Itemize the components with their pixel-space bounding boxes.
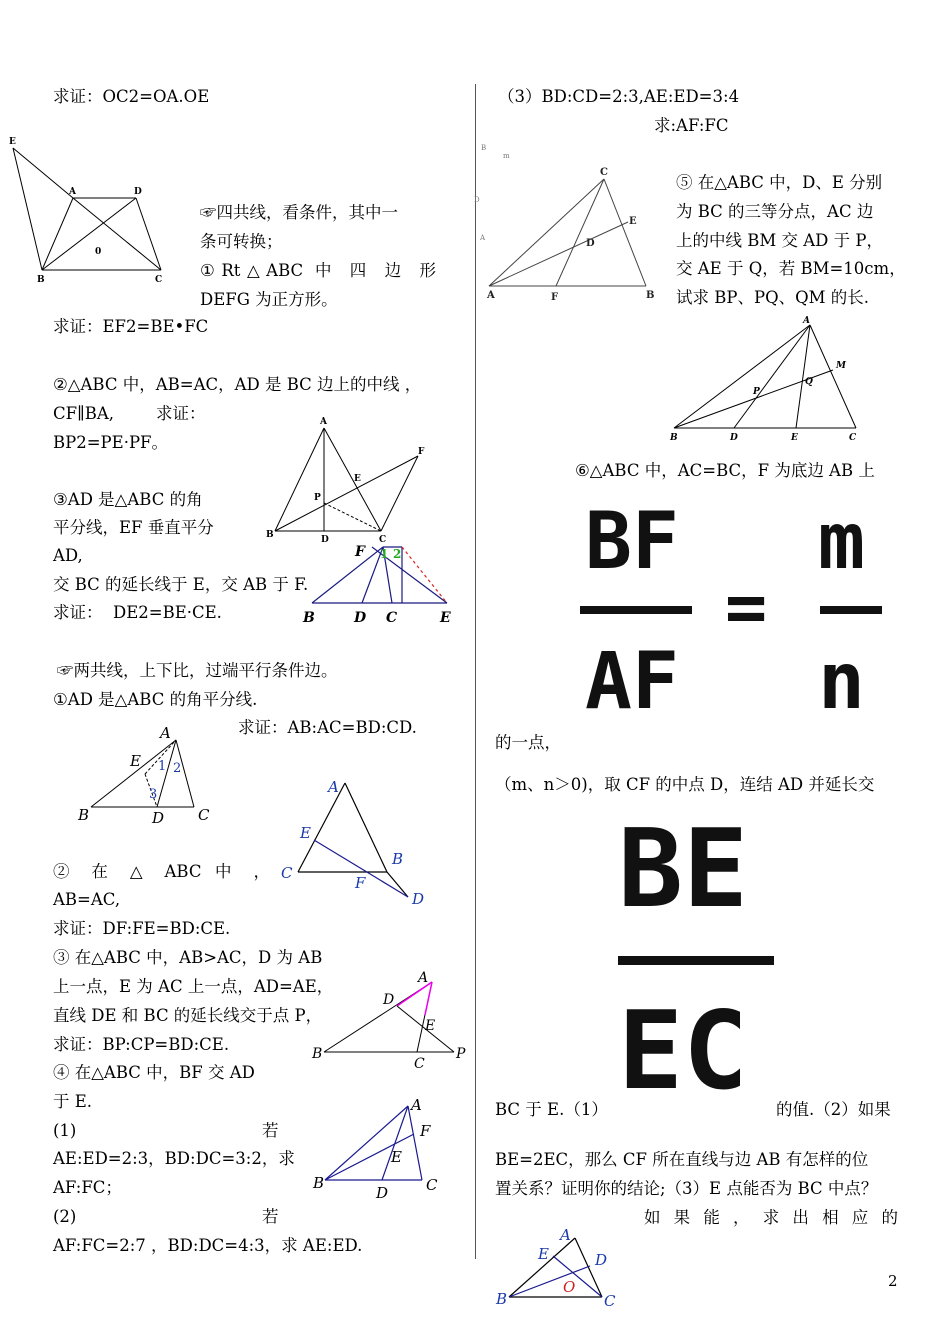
text-line: ①AD 是△ABC 的角平分线.	[53, 690, 258, 709]
fraction-numerator: BF	[585, 497, 679, 587]
angle-2: 2	[173, 761, 182, 776]
text-line: ③AD 是△ABC 的角	[53, 490, 203, 509]
text-line: 试求 BP、PQ、QM 的长.	[676, 288, 870, 307]
text-line: ③ 在△ABC 中，AB>AC，D 为 AB	[53, 948, 323, 967]
text-line: 求证：OC2=OA.OE	[53, 87, 210, 106]
text-line: 置关系？证明你的结论;（3）E 点能否为 BC 中点？	[495, 1179, 878, 1198]
label-C: C	[379, 535, 387, 545]
text-line: ①Rt△ABC 中 四 边 形	[200, 261, 436, 280]
text-line: (2)	[53, 1207, 77, 1226]
text-line: ② 在 △ ABC 中 ，	[53, 862, 270, 881]
label-E: E	[130, 752, 141, 770]
angle-3: 3	[149, 787, 158, 802]
label-Q: Q	[805, 377, 813, 387]
label-E: E	[391, 1148, 402, 1166]
label-B: B	[670, 433, 678, 443]
text-line: AD,	[53, 546, 83, 565]
label-C: C	[198, 806, 210, 824]
label-B: B	[78, 806, 90, 824]
text-line: 于 E.	[53, 1092, 93, 1111]
figure-isosceles-cf	[275, 428, 418, 531]
text-line: DEFG 为正方形。	[200, 290, 338, 309]
text-line: BC 于 E.（1）	[495, 1100, 608, 1119]
text-line: AF:FC=2:7 ，BD:DC=4:3，求 AE:ED.	[53, 1236, 363, 1255]
label-D: D	[354, 610, 367, 626]
figure-triangle-afb	[489, 179, 646, 286]
text-line: AF:FC；	[53, 1178, 122, 1197]
text-line: 若	[262, 1207, 279, 1226]
text-line: （3）BD:CD=2:3,AE:ED=3:4	[498, 87, 740, 106]
label-A: A	[487, 290, 495, 301]
label-C: C	[849, 433, 857, 443]
text-line: 直线 DE 和 BC 的延长线交于点 P，	[53, 1006, 323, 1025]
text-line: ⑤ 在△ABC 中，D、E 分别	[676, 173, 883, 192]
label-F: F	[355, 544, 365, 560]
fraction-denominator: n	[818, 637, 865, 727]
text-line: 交 BC 的延长线于 E，交 AB 于 F.	[53, 575, 309, 594]
text-line: 求证：BP:CP=BD:CE.	[53, 1035, 230, 1054]
label-E: E	[425, 1018, 436, 1034]
text-line: CF∥BA, 求证：	[53, 404, 206, 423]
angle-1: 1	[158, 759, 167, 774]
label-C: C	[281, 864, 293, 882]
label-E: E	[629, 216, 637, 227]
text-line: 若	[262, 1121, 279, 1140]
label-M: M	[836, 361, 846, 371]
figure-triangle-bf-ad	[325, 1106, 422, 1180]
text-line: BE=2EC，那么 CF 所在直线与边 AB 有怎样的位	[495, 1150, 869, 1169]
page-number: 2	[888, 1272, 898, 1290]
label-E: E	[300, 824, 311, 842]
label-B: B	[266, 530, 274, 540]
text-line: 求证：EF2=BE•FC	[53, 317, 209, 336]
label-E: E	[791, 433, 798, 443]
text-line: AE:ED=2:3，BD:DC=3:2，求	[53, 1149, 295, 1168]
label-D: D	[730, 433, 738, 443]
label-F: F	[420, 1122, 431, 1140]
label-C: C	[426, 1176, 438, 1194]
label-O: O	[563, 1278, 576, 1296]
angle-1: 1	[380, 547, 389, 561]
label-D: D	[595, 1251, 608, 1269]
label-D: D	[152, 809, 165, 827]
margin-mark-B: B	[481, 144, 487, 152]
text-line: 上的中线 BM 交 AD 于 P，	[676, 231, 883, 250]
fraction-denominator: EC	[618, 989, 749, 1114]
fraction-denominator: AF	[585, 637, 679, 727]
text-line: BP2=PE·PF。	[53, 433, 168, 452]
label-A: A	[160, 724, 171, 742]
label-B: B	[496, 1290, 508, 1308]
label-A: A	[411, 1096, 422, 1114]
label-O: 0	[95, 247, 102, 257]
label-D: D	[586, 238, 595, 249]
margin-mark-A: A	[480, 234, 486, 242]
label-B: B	[646, 290, 655, 301]
text-line: 条可转换；	[200, 232, 283, 251]
figure-triangle-o	[509, 1238, 602, 1297]
label-B: B	[392, 850, 404, 868]
label-A: A	[803, 316, 810, 326]
label-F: F	[355, 874, 366, 892]
text-line: 求证： DE2=BE·CE.	[53, 603, 222, 622]
text-line: （m、n＞0)，取 CF 的中点 D，连结 AD 并延长交	[495, 775, 875, 794]
label-E: E	[538, 1245, 549, 1263]
margin-mark-m: m	[503, 152, 510, 160]
text-line: 求证：AB:AC=BD:CD.	[238, 718, 417, 737]
label-C: C	[414, 1056, 425, 1072]
label-A: A	[560, 1226, 571, 1244]
label-C: C	[155, 275, 163, 285]
label-A: A	[418, 970, 429, 986]
label-D: D	[134, 187, 142, 197]
section-heading: ☞两共线，上下比，过端平行条件边。	[57, 661, 338, 680]
label-A: A	[320, 417, 327, 427]
label-C: C	[600, 167, 608, 178]
label-B: B	[37, 275, 45, 285]
label-P: P	[753, 387, 760, 397]
figure-quadrilateral	[13, 148, 161, 270]
angle-2: 2	[393, 547, 402, 561]
text-line: 交 AE 于 Q，若 BM=10cm，	[676, 259, 906, 278]
label-F: F	[418, 447, 425, 457]
margin-mark-D: D	[474, 196, 480, 204]
figure-trisection-median	[674, 325, 856, 428]
label-A: A	[328, 778, 339, 796]
text-line: 的一点，	[495, 733, 561, 752]
text-line: 平分线，EF 垂直平分	[53, 518, 214, 537]
text-line: 为 BC 的三等分点，AC 边	[676, 202, 874, 221]
label-E: E	[9, 137, 16, 147]
label-C: C	[386, 610, 398, 626]
label-D: D	[412, 890, 425, 908]
label-D: D	[376, 1184, 389, 1202]
figure-isosceles-def	[298, 783, 408, 897]
label-B: B	[303, 610, 315, 626]
fraction-numerator: m	[818, 497, 865, 587]
label-D: D	[383, 992, 395, 1008]
label-D: D	[321, 535, 329, 545]
label-P: P	[456, 1046, 466, 1062]
label-B: B	[313, 1174, 325, 1192]
text-line: ④ 在△ABC 中，BF 交 AD	[53, 1063, 255, 1082]
equals-sign: =	[725, 566, 768, 648]
label-E: E	[440, 610, 451, 626]
label-B: B	[312, 1046, 323, 1062]
text-line: ⑥△ABC 中，AC=BC，F 为底边 AB 上	[575, 461, 875, 480]
text-line: 如 果 能 ， 求 出 相 应 的	[644, 1208, 898, 1227]
text-line: 求:AF:FC	[654, 116, 729, 135]
label-C: C	[604, 1292, 616, 1310]
label-E: E	[354, 474, 361, 484]
text-line: 求证：DF:FE=BD:CE.	[53, 919, 231, 938]
text-line: AB=AC,	[53, 890, 121, 909]
fraction-numerator: BE	[618, 807, 749, 932]
text-line: ☞四共线，看条件，其中一	[200, 203, 398, 222]
text-line: 上一点，E 为 AC 上一点，AD=AE，	[53, 977, 334, 996]
text-line: 的值.（2）如果	[776, 1100, 891, 1119]
text-line: ②△ABC 中，AB=AC，AD 是 BC 边上的中线 ，	[53, 375, 422, 394]
label-F: F	[551, 292, 559, 303]
label-P: P	[314, 493, 321, 503]
label-A: A	[69, 187, 76, 197]
text-line: (1)	[53, 1121, 77, 1140]
